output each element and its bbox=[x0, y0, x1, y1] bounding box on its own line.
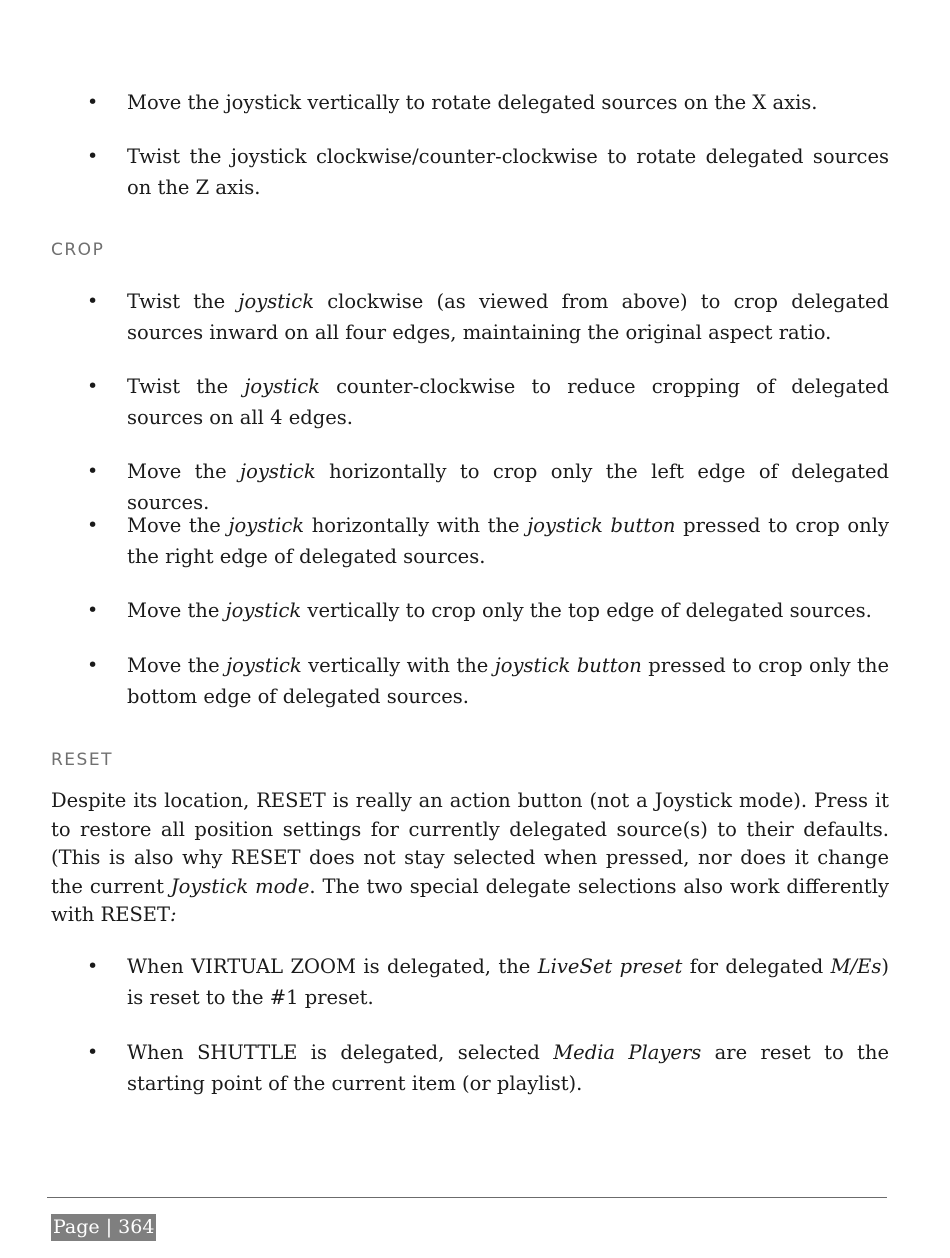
list-item bbox=[87, 371, 889, 433]
text-run: When SHUTTLE is delegated, selected bbox=[127, 1041, 554, 1064]
emphasis-text: LiveSet preset bbox=[537, 955, 683, 978]
text-run: Despite its location, RESET is really an action button (not a Joystick mode). Press it to restore all position settings for currently delegated source(s) to their defaults. (This is also why RESET does not stay selected when pressed, nor does it change the current bbox=[51, 789, 889, 898]
text-run: clockwise (as viewed from above) to crop delegated sources inward on all four edges, maintaining the original aspect ratio. bbox=[127, 290, 889, 344]
text-run: for delegated bbox=[682, 955, 831, 978]
emphasis-text: joystick bbox=[226, 654, 302, 677]
text-run: pressed to crop only the right edge of delegated sources. bbox=[127, 514, 889, 568]
text-run: horizontally to crop only the left edge of delegated sources. bbox=[127, 460, 889, 514]
text-run: counter-clockwise to reduce cropping of delegated sources on all 4 edges. bbox=[127, 375, 889, 429]
footer-divider bbox=[47, 1197, 887, 1198]
emphasis-text: joystick bbox=[244, 375, 320, 398]
bullet-icon: • bbox=[87, 91, 99, 113]
list-item bbox=[87, 650, 889, 712]
list-item-text bbox=[127, 599, 872, 622]
list-item-text bbox=[127, 460, 889, 514]
emphasis-text: Joystick mode bbox=[170, 874, 310, 898]
list-item bbox=[87, 141, 889, 203]
text-run: Move the bbox=[127, 599, 226, 622]
reset-paragraph bbox=[51, 787, 889, 930]
page-number-label: Page | 364 bbox=[51, 1214, 156, 1241]
list-item-text bbox=[127, 955, 889, 1009]
text-run: Twist the bbox=[127, 290, 239, 313]
text-run: Move the bbox=[127, 654, 227, 677]
bullet-icon: • bbox=[87, 290, 99, 312]
text-run: ) is reset to the #1 preset. bbox=[127, 955, 889, 1009]
list-item-text bbox=[127, 1041, 889, 1095]
list-item bbox=[87, 951, 889, 1013]
list-item-text bbox=[127, 375, 889, 429]
bullet-icon: • bbox=[87, 955, 99, 977]
section-heading-crop: CROP bbox=[51, 240, 105, 260]
emphasis-text: joystick button bbox=[494, 654, 642, 677]
bullet-icon: • bbox=[87, 375, 99, 397]
bullet-icon: • bbox=[87, 460, 99, 482]
text-run: vertically with the bbox=[301, 654, 495, 677]
list-item bbox=[87, 87, 889, 118]
text-run: Twist the bbox=[127, 375, 245, 398]
emphasis-text: joystick button bbox=[527, 514, 676, 537]
bullet-icon: • bbox=[87, 599, 99, 621]
text-run: pressed to crop only the bottom edge of delegated sources. bbox=[127, 654, 889, 708]
list-item-text bbox=[127, 91, 818, 114]
list-item-text bbox=[127, 145, 889, 199]
bullet-icon: • bbox=[87, 654, 99, 676]
emphasis-text: joystick bbox=[225, 599, 302, 622]
text-run: Move the bbox=[127, 460, 241, 483]
list-item bbox=[87, 286, 889, 348]
emphasis-text: joystick bbox=[238, 290, 315, 313]
bullet-icon: • bbox=[87, 1041, 99, 1063]
emphasis-text: joystick bbox=[240, 460, 316, 483]
text-run: are reset to the starting point of the current item (or playlist). bbox=[127, 1041, 889, 1095]
text-run: . The two special delegate selections also work differently with RESET bbox=[51, 874, 890, 926]
text-run: vertically to crop only the top edge of delegated sources. bbox=[301, 599, 872, 622]
bullet-icon: • bbox=[87, 145, 99, 167]
text-run: Move the bbox=[127, 514, 229, 537]
emphasis-text: Media Players bbox=[553, 1041, 702, 1064]
emphasis-text: : bbox=[170, 903, 177, 926]
list-item-text bbox=[127, 290, 889, 344]
text-run: Twist the joystick clockwise/counter-clockwise to rotate delegated sources on the Z axis. bbox=[127, 145, 889, 199]
bullet-icon: • bbox=[87, 514, 99, 536]
reset-paragraph-text bbox=[51, 789, 889, 926]
list-item bbox=[87, 595, 889, 626]
list-item bbox=[87, 456, 889, 518]
emphasis-text: joystick bbox=[228, 514, 305, 537]
text-run: When VIRTUAL ZOOM is delegated, the bbox=[127, 955, 538, 978]
section-heading-reset: RESET bbox=[51, 750, 113, 770]
emphasis-text: M/Es bbox=[830, 955, 882, 978]
list-item-text bbox=[127, 654, 889, 708]
text-run: Move the joystick vertically to rotate delegated sources on the X axis. bbox=[127, 91, 818, 114]
text-run: horizontally with the bbox=[304, 514, 528, 537]
list-item bbox=[87, 510, 889, 572]
list-item bbox=[87, 1037, 889, 1099]
list-item-text bbox=[127, 514, 889, 568]
